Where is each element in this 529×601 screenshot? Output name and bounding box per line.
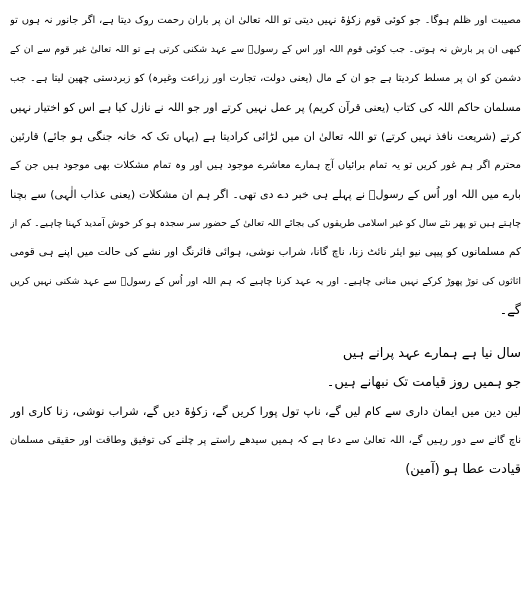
- verse-line: جو ہمیں روز قیامت تک نبھانے ہیں۔: [326, 375, 521, 390]
- text-line: ناچ گانے سے دور رہیں گے، اللہ تعالیٰ سے دعا ہے کہ ہمیں سیدھے راستے پر چلنے کی توفیق وطاقت اور حقیقی مسلمان: [10, 435, 521, 446]
- verse-line: سال نیا ہے ہمارے عہد پرانے ہیں: [342, 346, 521, 361]
- text-line: کم مسلمانوں کو پیپی نیو ایئر نائٹ زنا، ناچ گانا، شراب نوشی، ہوائی فائرنگ اور نشے کی حالت میں اپنے ہی قومی: [10, 246, 521, 258]
- text-line: مصیبت اور ظلم ہوگا۔ جو کوئی قوم زکوٰۃ نہیں دیتی تو اللہ تعالیٰ ان پر باران رحمت روک دیتا ہے، اگر جانور نہ ہوں تو: [10, 15, 521, 26]
- text-line: دشمن کو ان پر مسلط کردیتا ہے جو ان کے مال (یعنی دولت، تجارت اور زراعت وغیرہ) کو زبردستی چھین لیتا ہے۔ جب: [10, 73, 521, 84]
- text-line: قیادت عطا ہو (آمین): [405, 462, 521, 477]
- text-line: کرتے (شریعت نافذ نہیں کرتے) تو اللہ تعالیٰ ان میں لڑائی کرادیتا ہے (یہاں تک کہ خانہ جنگی ہو جائے) قارئین: [10, 130, 521, 143]
- text-line: لین دین میں ایمان داری سے کام لیں گے، ناپ تول پورا کریں گے، زکوٰۃ دیں گے، شراب نوشی، زنا کاری اور: [10, 404, 521, 418]
- text-line: چاہتے ہیں تو پھر نئے سال کو غیر اسلامی طریقوں کی بجائے اللہ تعالیٰ کے حضور سر سجدہ ہو کر خوش آمدید کہنا چاہیے۔ کم از: [10, 218, 521, 229]
- verse: [10, 339, 521, 397]
- paragraph-1: [10, 6, 521, 325]
- text-line: بارے میں اللہ اور اُس کے رسولؐ نے پہلے ہی خبر دے دی تھی۔ اگر ہم ان مشکلات (یعنی عذاب الٰہی) سے بچنا: [10, 188, 521, 201]
- text-line: کبھی ان پر بارش نہ ہوتی۔ جب کوئی قوم اللہ اور اس کے رسولؐ سے عہد شکنی کرتی ہے تو اللہ تعالیٰ غیر قوم سے ان کے: [10, 44, 521, 55]
- paragraph-2: [10, 397, 521, 484]
- text-line: گے۔: [499, 303, 521, 318]
- text-line: اثاثوں کی توڑ پھوڑ کرکے نہیں منانی چاہیے۔ اور یہ عہد کرنا چاہیے کہ ہم اللہ اور اُس کے رسولؐ سے عہد شکنی نہیں کریں: [10, 276, 521, 287]
- text-line: مسلمان حاکم اللہ کی کتاب (یعنی قرآن کریم) پر عمل نہیں کرتے اور جو اللہ نے نازل کیا ہے اس کو اختیار نہیں: [10, 101, 521, 114]
- text-line: محترم اگر ہم غور کریں تو یہ تمام برائیاں آج ہمارے معاشرے موجود ہیں اور وہ تمام مشکلات بھی موجود ہیں جن کے: [10, 160, 521, 171]
